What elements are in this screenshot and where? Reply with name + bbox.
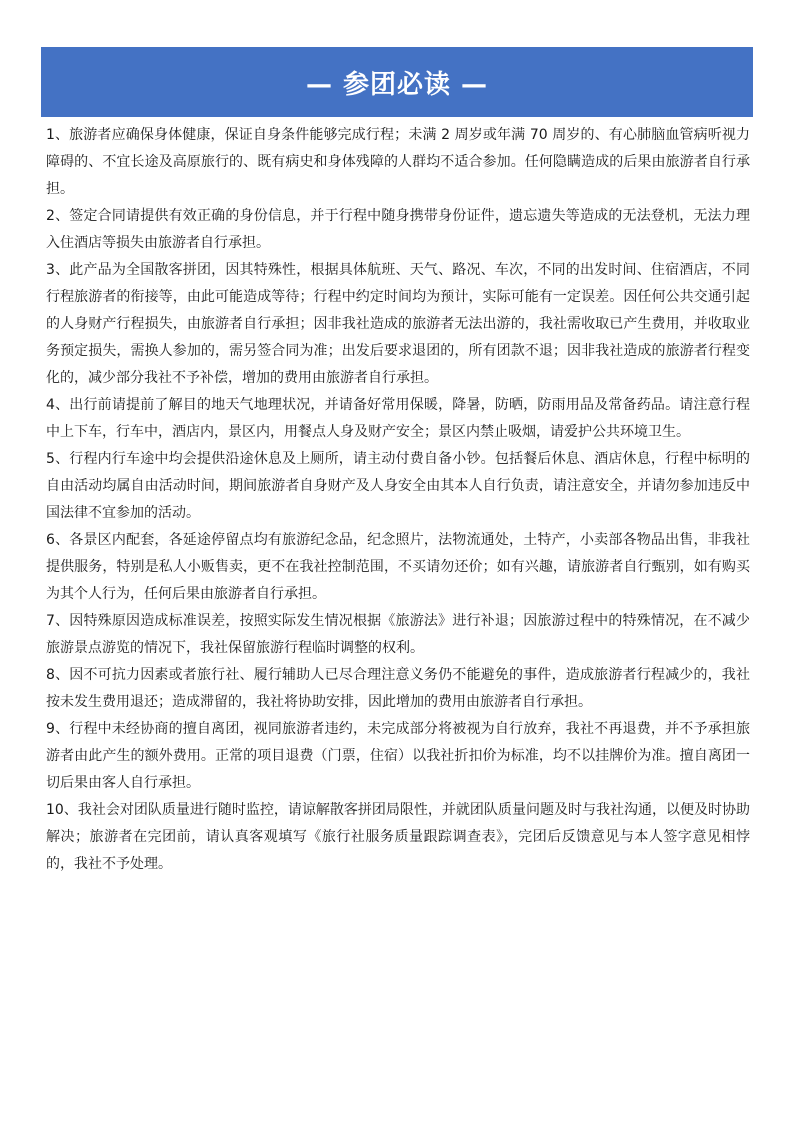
note-item-9: 9、行程中未经协商的擅自离团，视同旅游者违约，未完成部分将被视为自行放弃，我社不再退费，并不予承担旅游者由此产生的额外费用。正常的项目退费（门票，住宿）以我社折扣价为标准，均不以挂牌价为准。擅自离团一切后果由客人自行承担。 (46, 721, 750, 791)
note-item-1: 1、旅游者应确保身体健康，保证自身条件能够完成行程；未满 2 周岁或年满 70 周岁的、有心肺脑血管病听视力障碍的、不宜长途及高原旅行的、既有病史和身体残障的人群均不适合参加。任何隐瞒造成的后果由旅游者自行承担。 (46, 127, 750, 197)
note-item-6: 6、各景区内配套，各延途停留点均有旅游纪念品，纪念照片，法物流通处，土特产，小卖部各物品出售，非我社提供服务，特别是私人小贩售卖，更不在我社控制范围，不买请勿还价；如有兴趣，请旅游者自行甄别，如有购买为其个人行为，任何后果由旅游者自行承担。 (46, 532, 750, 602)
notes-list (46, 122, 750, 878)
note-item-8: 8、因不可抗力因素或者旅行社、履行辅助人已尽合理注意义务仍不能避免的事件，造成旅游者行程减少的，我社按未发生费用退还；造成滞留的，我社将协助安排，因此增加的费用由旅游者自行承担。 (46, 667, 750, 710)
note-item-3: 3、此产品为全国散客拼团，因其特殊性，根据具体航班、天气、路况、车次，不同的出发时间、住宿酒店，不同行程旅游者的衔接等，由此可能造成等待；行程中约定时间均为预计，实际可能有一定误差。因任何公共交通引起的人身财产行程损失，由旅游者自行承担；因非我社造成的旅游者无法出游的，我社需收取已产生费用，并收取业务预定损失，需换人参加的，需另签合同为准；出发后要求退团的，所有团款不退；因非我社造成的旅游者行程变化的，减少部分我社不予补偿，增加的费用由旅游者自行承担。 (46, 262, 750, 386)
note-item-4: 4、出行前请提前了解目的地天气地理状况，并请备好常用保暖，降暑，防晒，防雨用品及常备药品。请注意行程中上下车，行车中，酒店内，景区内，用餐点人身及财产安全；景区内禁止吸烟，请爱护公共环境卫生。 (46, 397, 750, 440)
note-item-10: 10、我社会对团队质量进行随时监控，请谅解散客拼团局限性，并就团队质量问题及时与我社沟通，以便及时协助解决；旅游者在完团前，请认真客观填写《旅行社服务质量跟踪调查表》，完团后反馈意见与本人签字意见相悖的，我社不予处理。 (46, 802, 750, 872)
note-item-2: 2、签定合同请提供有效正确的身份信息，并于行程中随身携带身份证件，遗忘遗失等造成的无法登机，无法力理入住酒店等损失由旅游者自行承担。 (46, 208, 750, 251)
page-title: — 参团必读 — (305, 69, 489, 100)
note-item-5: 5、行程内行车途中均会提供沿途休息及上厕所，请主动付费自备小钞。包括餐后休息、酒店休息，行程中标明的自由活动均属自由活动时间，期间旅游者自身财产及人身安全由其本人自行负责，请注意安全，并请勿参加违反中国法律不宜参加的活动。 (46, 451, 750, 521)
note-item-7: 7、因特殊原因造成标准误差，按照实际发生情况根据《旅游法》进行补退；因旅游过程中的特殊情况，在不减少旅游景点游览的情况下，我社保留旅游行程临时调整的权利。 (46, 613, 750, 656)
header-banner (41, 47, 753, 117)
